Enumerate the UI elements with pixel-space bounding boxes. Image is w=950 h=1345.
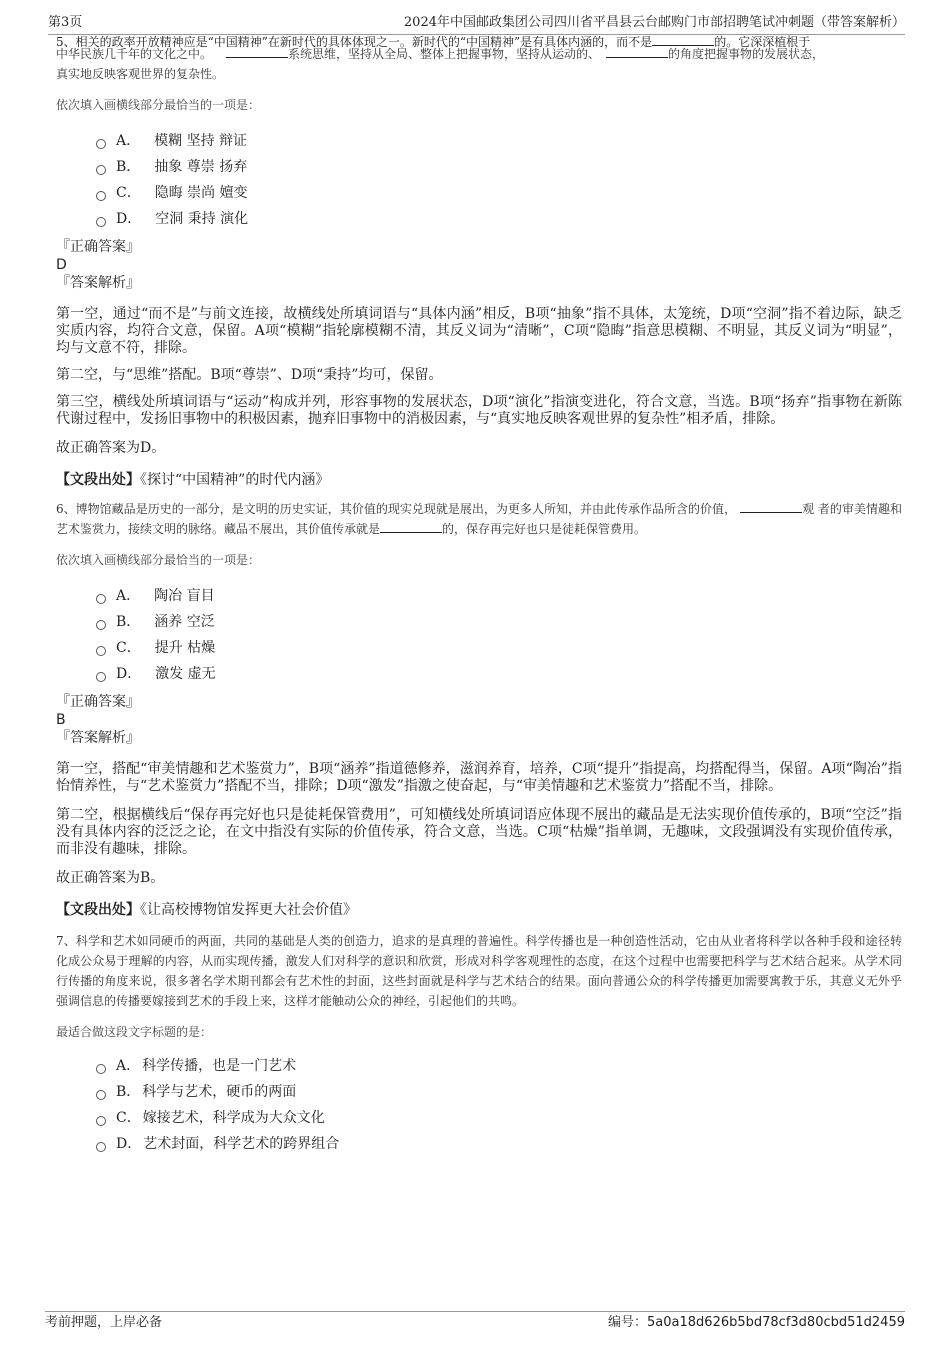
radio-icon[interactable] <box>96 1090 106 1100</box>
radio-icon[interactable] <box>96 139 106 149</box>
q5-option-a[interactable]: A． 模糊 坚持 辩证 <box>96 128 902 154</box>
footer-slogan: 考前押题，上岸必备 <box>45 1315 163 1330</box>
page-footer <box>45 1311 905 1338</box>
q5-option-c[interactable]: C． 隐晦 崇尚 嬗变 <box>96 180 902 206</box>
q7-options <box>56 1053 902 1157</box>
q7-ask: 最适合做这段文字标题的是： <box>56 1025 213 1039</box>
radio-icon[interactable] <box>96 217 106 227</box>
q7-option-c[interactable]: C． 嫁接艺术，科学成为大众文化 <box>96 1105 902 1131</box>
q6-option-c[interactable]: C． 提升 枯燥 <box>96 635 902 661</box>
q5-clipped-line: 5、相关的政率开放精神应是“中国精神”在新时代的具体体现之一。新时代的“中国精神”是有具体内涵的，而不是 的。它深深植根于 <box>56 35 811 49</box>
q5-analysis-4: 故正确答案为D。 <box>56 440 166 456</box>
q5-ask: 依次填入画横线部分最恰当的一项是： <box>56 98 261 112</box>
q6-analysis-3: 故正确答案为B。 <box>56 870 165 886</box>
document-title: 2024年中国邮政集团公司四川省平昌县云台邮购门市部招聘笔试冲刺题（带答案解析） <box>403 15 905 30</box>
q6-analysis-1: 第一空，搭配“审美情趣和艺术鉴赏力”，B项“涵养”指道德修养，滋润养育，培养，C项“提升”指提高，均搭配得当，保留。A项“陶冶”指怡情养性，与“艺术鉴赏力”搭配不当，排除；D项“激发”指激之使奋起，与“审美情趣和艺术鉴赏力”搭配不当，排除。 <box>56 761 902 794</box>
radio-icon[interactable] <box>96 646 106 656</box>
radio-icon[interactable] <box>96 1116 106 1126</box>
q5-answer-label: 『正确答案』 <box>56 239 140 255</box>
q6-options <box>56 583 902 687</box>
q5-stem: 中华民族几千年的文化之中。 系统思维，坚持从全局、整体上把握事物，坚持从运动的、 的角度把握事物的发展状态， 真实地反映客观世界的复杂性。 <box>56 47 825 81</box>
radio-icon[interactable] <box>96 1142 106 1152</box>
radio-icon[interactable] <box>96 1064 106 1074</box>
q5-options <box>56 128 902 232</box>
radio-icon[interactable] <box>96 620 106 630</box>
q7-option-a[interactable]: A． 科学传播，也是一门艺术 <box>96 1053 902 1079</box>
radio-icon[interactable] <box>96 165 106 175</box>
q6-source: 【文段出处】《让高校博物馆发挥更大社会价值》 <box>56 902 357 918</box>
radio-icon[interactable] <box>96 672 106 682</box>
q7-stem: 7、科学和艺术如同硬币的两面，共同的基础是人类的创造力，追求的是真理的普遍性。科学传播也是一种创造性活动，它由从业者将科学以各种手段和途径转化成公众易于理解的内容，从而实现传播，激发人们对科学的意识和欣赏，形成对科学客观理性的态度，在这个过程中也需要把科学与艺术结合起来。从学术同行传播的角度来说，很多著名学术期刊都会有艺术性的封面，这些封面就是科学与艺术结合的结果。面向普通公众的科学传播更加需要寓教于乐，其意义无外乎强调信息的传播要嫁接到艺术的手段上来，这样才能触动公众的神经，引起他们的共鸣。 <box>56 934 902 1008</box>
q5-analysis-1: 第一空，通过“而不是”与前文连接，故横线处所填词语与“具体内涵”相反，B项“抽象”指不具体，太笼统，D项“空洞”指不着边际，缺乏实质内容，均符合文意，保留。A项“模糊”指轮廓模糊不清，其反义词为“清晰”，C项“隐晦”指意思模糊、不明显，其反义词为“明显”，均与文意不符，排除。 <box>56 306 902 356</box>
q5-answer: D <box>56 257 67 273</box>
q6-option-b[interactable]: B． 涵养 空泛 <box>96 609 902 635</box>
q5-option-d[interactable]: D． 空洞 秉持 演化 <box>96 206 902 232</box>
q6-analysis-label: 『答案解析』 <box>56 730 140 746</box>
q6-analysis-2: 第二空，根据横线后“保存再完好也只是徒耗保管费用”，可知横线处所填词语应体现不展出的藏品是无法实现价值传承的，B项“空泛”指没有具体内容的泛泛之论，在文中指没有实际的价值传承，符合文意，当选。C项“枯燥”指单调，无趣味，文段强调没有实现价值传承，而非没有趣味，排除。 <box>56 807 902 857</box>
q5-analysis-3: 第三空，横线处所填词语与“运动”构成并列，形容事物的发展状态，D项“演化”指演变进化，符合文意，当选。B项“扬弃”指事物在新陈代谢过程中，发扬旧事物中的积极因素，抛弃旧事物中的消极因素，与“真实地反映客观世界的复杂性”相矛盾，排除。 <box>56 394 902 427</box>
q6-answer-label: 『正确答案』 <box>56 694 140 710</box>
q6-stem: 6、博物馆藏品是历史的一部分，是文明的历史实证，其价值的现实兑现就是展出，为更多人所知，并由此传承作品所含的价值， 观 者的审美情趣和艺术鉴赏力，接续文明的脉络。藏品不展出，其价值传承就是 的，保存再完好也只是徒耗保管费用。 <box>56 502 902 536</box>
document-code: 编号：5a0a18d626b5bd78cf3d80cbd51d2459 <box>608 1315 905 1330</box>
q6-option-d[interactable]: D． 激发 虚无 <box>96 661 902 687</box>
radio-icon[interactable] <box>96 594 106 604</box>
q6-option-a[interactable]: A． 陶冶 盲目 <box>96 583 902 609</box>
q6-answer: B <box>56 712 66 728</box>
q6-ask: 依次填入画横线部分最恰当的一项是： <box>56 553 261 567</box>
page-number: 第3页 <box>48 15 83 30</box>
q7-option-d[interactable]: D． 艺术封面，科学艺术的跨界组合 <box>96 1131 902 1157</box>
q5-analysis-label: 『答案解析』 <box>56 275 140 291</box>
q5-source: 【文段出处】《探讨“中国精神”的时代内涵》 <box>56 472 330 488</box>
radio-icon[interactable] <box>96 191 106 201</box>
document-body <box>56 34 902 1157</box>
q7-option-b[interactable]: B． 科学与艺术，硬币的两面 <box>96 1079 902 1105</box>
q5-option-b[interactable]: B． 抽象 尊崇 扬弃 <box>96 154 902 180</box>
q5-analysis-2: 第二空，与“思维”搭配。B项“尊崇”、D项“秉持”均可，保留。 <box>56 367 443 383</box>
